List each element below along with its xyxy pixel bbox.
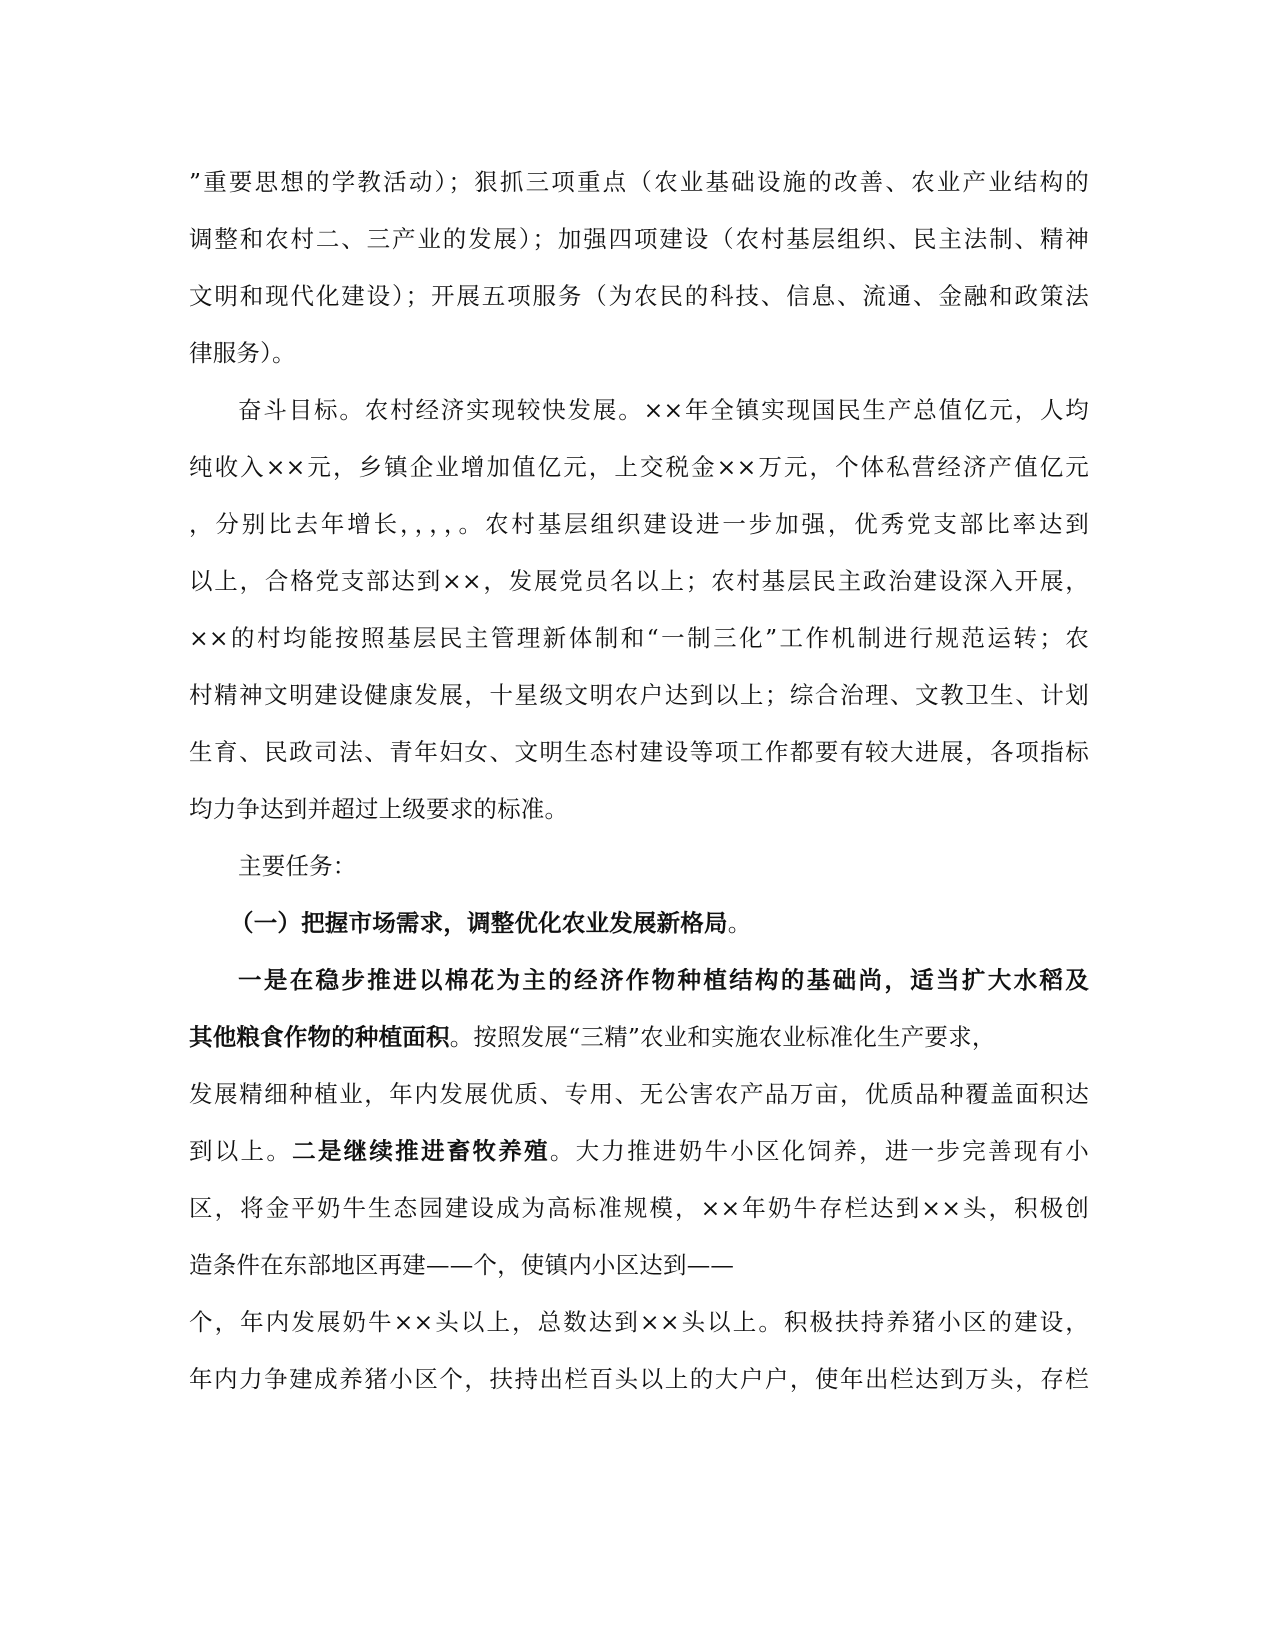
text-run: 以上，合格党支部达到××，发展党员名以上；农村基层民主政治建设深入开展， bbox=[189, 567, 1089, 595]
text-line bbox=[238, 846, 1089, 886]
text-line bbox=[189, 219, 1089, 259]
text-line bbox=[189, 1074, 1089, 1114]
text-line bbox=[189, 618, 1089, 658]
text-run: 文明和现代化建设）；开展五项服务（为农民的科技、信息、流通、金融和政策法 bbox=[189, 282, 1089, 310]
text-line bbox=[189, 1131, 1089, 1171]
bold-text-run: 一是在稳步推进以棉花为主的经济作物种植结构的基础尚，适当扩大水稻及 bbox=[238, 966, 1089, 994]
text-line bbox=[189, 1017, 1089, 1057]
text-run: 到以上。 bbox=[189, 1137, 293, 1165]
text-run: 个，年内发展奶牛××头以上，总数达到××头以上。积极扶持养猪小区的建设， bbox=[189, 1308, 1089, 1336]
text-run: 调整和农村二、三产业的发展）；加强四项建设（农村基层组织、民主法制、精神 bbox=[189, 225, 1089, 253]
text-run: 。 bbox=[727, 909, 752, 937]
text-run: 区，将金平奶牛生态园建设成为高标准规模，××年奶牛存栏达到××头，积极创 bbox=[189, 1194, 1089, 1222]
text-line bbox=[189, 789, 1089, 829]
text-line bbox=[189, 276, 1089, 316]
text-run: 村精神文明建设健康发展，十星级文明农户达到以上；综合治理、文教卫生、计划 bbox=[189, 681, 1089, 709]
text-line bbox=[189, 732, 1089, 772]
text-run: 主要任务： bbox=[238, 852, 357, 880]
text-line bbox=[189, 561, 1089, 601]
text-run: ，分别比去年增长，，，，。农村基层组织建设进一步加强，优秀党支部比率达到 bbox=[189, 510, 1089, 538]
text-line bbox=[189, 1245, 1089, 1285]
text-line bbox=[189, 162, 1089, 202]
text-run: 。按照发展“三精”农业和实施农业标准化生产要求， bbox=[449, 1023, 996, 1051]
text-run: ××的村均能按照基层民主管理新体制和“一制三化”工作机制进行规范运转；农 bbox=[189, 624, 1089, 652]
text-line bbox=[189, 1359, 1089, 1399]
text-line bbox=[238, 390, 1089, 430]
section-heading bbox=[230, 903, 1089, 943]
text-run: ”重要思想的学教活动）；狠抓三项重点（农业基础设施的改善、农业产业结构的 bbox=[189, 168, 1089, 196]
text-line bbox=[189, 504, 1089, 544]
text-line bbox=[189, 1302, 1089, 1342]
text-run: 纯收入××元，乡镇企业增加值亿元，上交税金××万元，个体私营经济产值亿元 bbox=[189, 453, 1089, 481]
text-run: 发展精细种植业，年内发展优质、专用、无公害农产品万亩，优质品种覆盖面积达 bbox=[189, 1080, 1089, 1108]
text-run: 生育、民政司法、青年妇女、文明生态村建设等项工作都要有较大进展，各项指标 bbox=[189, 738, 1089, 766]
text-run: 律服务）。 bbox=[189, 339, 296, 367]
bold-text-run: （一）把握市场需求，调整优化农业发展新格局 bbox=[230, 909, 728, 937]
text-run: 造条件在东部地区再建——个，使镇内小区达到—— bbox=[189, 1251, 735, 1279]
text-run: 。大力推进奶牛小区化饲养，进一步完善现有小 bbox=[549, 1137, 1089, 1165]
text-run: 均力争达到并超过上级要求的标准。 bbox=[189, 795, 569, 823]
text-line bbox=[238, 960, 1089, 1000]
text-line bbox=[189, 1188, 1089, 1228]
bold-text-run: 二是继续推进畜牧养殖 bbox=[292, 1137, 550, 1165]
text-line bbox=[189, 333, 1089, 373]
bold-text-run: 其他粮食作物的种植面积 bbox=[189, 1023, 450, 1051]
text-run: 年内力争建成养猪小区个，扶持出栏百头以上的大户户，使年出栏达到万头，存栏 bbox=[189, 1365, 1089, 1393]
text-line bbox=[189, 675, 1089, 715]
text-line bbox=[189, 447, 1089, 487]
text-run: 奋斗目标。农村经济实现较快发展。××年全镇实现国民生产总值亿元，人均 bbox=[238, 396, 1089, 424]
